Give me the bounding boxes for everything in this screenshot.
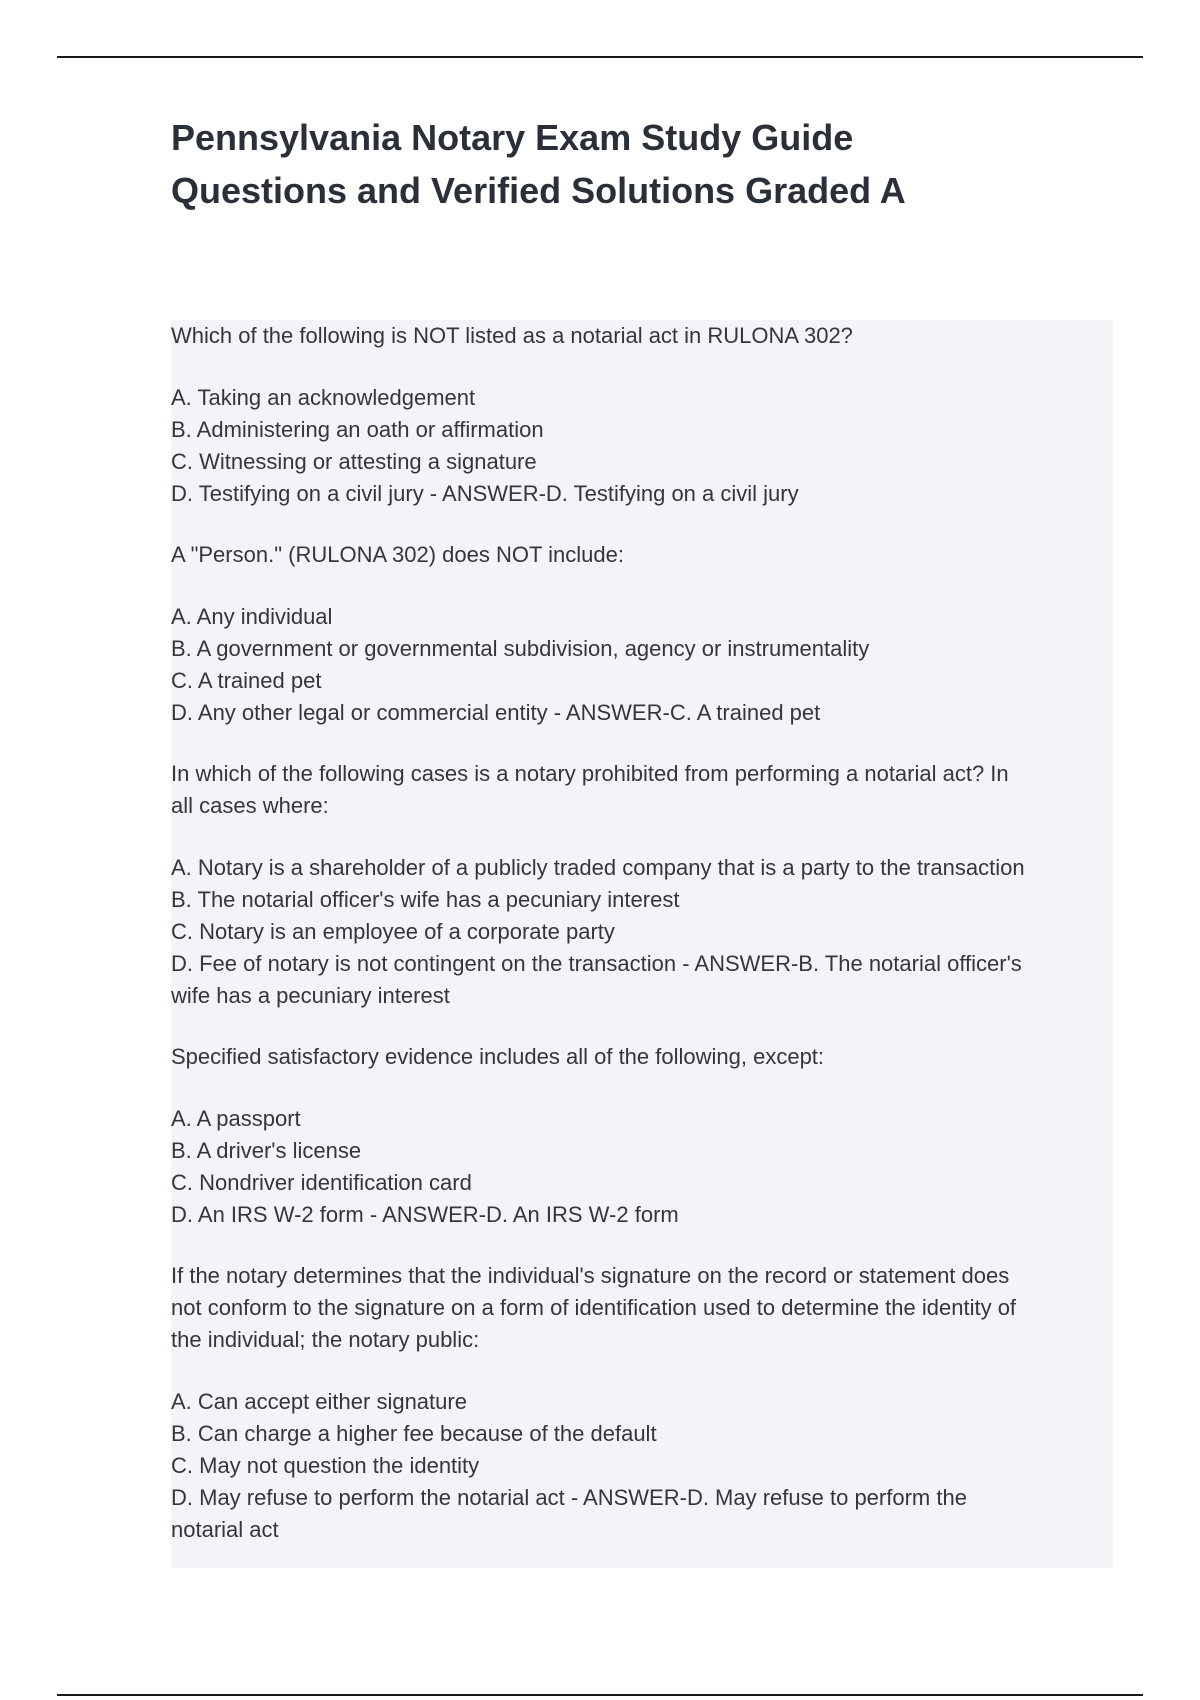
question-text: Which of the following is NOT listed as a notarial act in RULONA 302? <box>171 323 853 348</box>
answer-option: D. Fee of notary is not contingent on the transaction - ANSWER-B. The notarial officer's <box>171 951 1022 976</box>
answer-option: B. Administering an oath or affirmation <box>171 417 544 442</box>
answer-option: C. Nondriver identification card <box>171 1170 472 1195</box>
answer-option: D. Testifying on a civil jury - ANSWER-D. Testifying on a civil jury <box>171 481 799 506</box>
bottom-divider <box>57 1694 1143 1696</box>
question-item <box>171 1260 1113 1546</box>
question-text: If the notary determines that the individual's signature on the record or statement does not conform to the signature on a form of identification used to determine the identity of the individual; the notary public: <box>171 1263 1017 1352</box>
answer-option: C. Notary is an employee of a corporate party <box>171 919 615 944</box>
question-text: Specified satisfactory evidence includes all of the following, except: <box>171 1044 825 1069</box>
answer-option: A. Can accept either signature <box>171 1389 467 1414</box>
answer-option: C. A trained pet <box>171 668 322 693</box>
answer-option: D. An IRS W-2 form - ANSWER-D. An IRS W-2 form <box>171 1202 679 1227</box>
answer-option: D. May refuse to perform the notarial act - ANSWER-D. May refuse to perform the <box>171 1485 967 1510</box>
answer-option: A. Taking an acknowledgement <box>171 385 476 410</box>
answer-option: D. Any other legal or commercial entity - ANSWER-C. A trained pet <box>171 700 821 725</box>
title-line: Pennsylvania Notary Exam Study Guide <box>171 117 854 158</box>
page-title <box>171 111 1111 217</box>
question-item <box>171 320 1113 510</box>
question-item <box>171 758 1113 1012</box>
title-line: Questions and Verified Solutions Graded A <box>171 170 906 211</box>
answer-option: A. Notary is a shareholder of a publicly traded company that is a party to the transaction <box>171 855 1025 880</box>
answer-option: B. Can charge a higher fee because of the default <box>171 1421 657 1446</box>
answer-option: A. Any individual <box>171 604 333 629</box>
answer-option: wife has a pecuniary interest <box>171 983 450 1008</box>
question-item <box>171 1041 1113 1231</box>
question-text: In which of the following cases is a notary prohibited from performing a notarial act? In all cases where: <box>171 761 1009 818</box>
question-text: A "Person." (RULONA 302) does NOT include: <box>171 542 624 567</box>
answer-option: A. A passport <box>171 1106 301 1131</box>
answer-option: B. The notarial officer's wife has a pecuniary interest <box>171 887 680 912</box>
answer-option: notarial act <box>171 1517 279 1542</box>
answer-option: C. Witnessing or attesting a signature <box>171 449 537 474</box>
question-item <box>171 539 1113 729</box>
answer-option: C. May not question the identity <box>171 1453 480 1478</box>
questions-section <box>171 320 1113 1568</box>
answer-option: B. A government or governmental subdivision, agency or instrumentality <box>171 636 870 661</box>
answer-option: B. A driver's license <box>171 1138 362 1163</box>
top-divider <box>57 56 1143 58</box>
